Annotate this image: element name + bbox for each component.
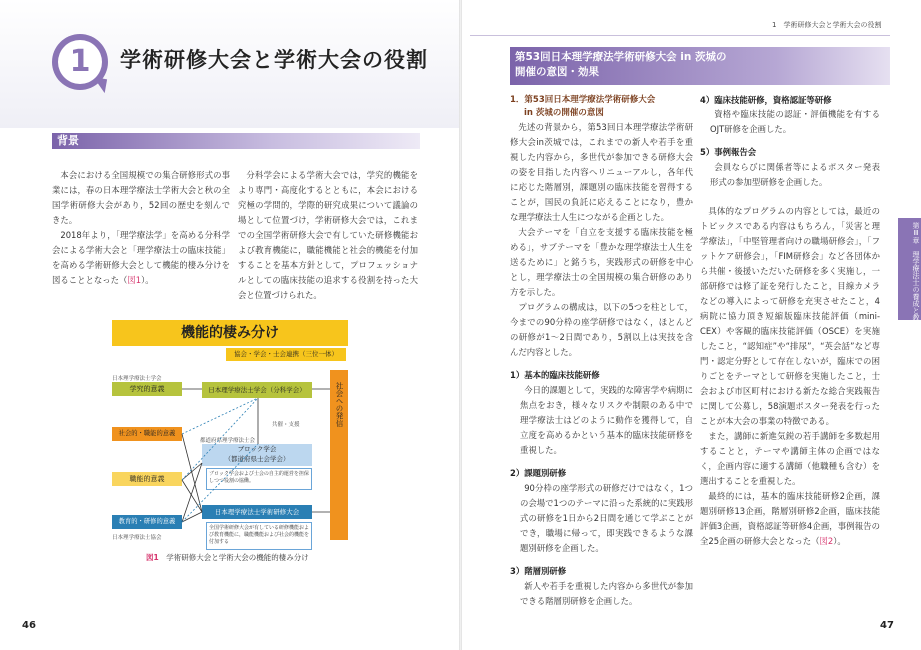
page-title: 学術研修大会と学術大会の役割 [120, 48, 428, 72]
right-column-2 [700, 94, 880, 549]
dashed-connector [182, 444, 258, 522]
assoc-label: 日本理学療法士協会 [112, 535, 162, 541]
paragraph [700, 489, 880, 549]
figure-connectors [108, 360, 348, 545]
paragraph-text: ）。 [833, 536, 846, 546]
paragraph: 分科学会による学術大会では，学究的機能をより専門・高度化するとともに，本会における究極の学問的，学際的研究成果について議論の場として位置づけ，学術研修大会では，これまでの全国学術研修大会で有していた研修機能および教育機能に，職能機能と社会的機能を付加することを基本方針として，プロフェッショナルとしての臨床技能の追求する役割を持った大会と位置づけられた。 [238, 170, 418, 300]
paragraph: また，講師に新進気鋭の若手講師を多数起用することと，テーマや講師主体の企画ではなく，企画内容に適する講師（他職種も含む）を選出することを重視した。 [700, 431, 880, 486]
academic-meaning-box: 学究的意義 [112, 382, 182, 396]
dashed-connector [182, 398, 258, 434]
left-column-1 [52, 168, 230, 288]
subsection-heading: 1．第53回日本理学療法学術研修大会 [510, 95, 656, 105]
section-title: 背景 [57, 134, 79, 147]
education-meaning-box: 教育的・研修的意義 [112, 515, 182, 529]
item-heading: 4）臨床技能研修，資格認証等研修 [700, 95, 832, 105]
block-society-note: ブロック学会および士会の自主的運営を担保しつつ役割の協働。 [206, 468, 312, 490]
paragraph [52, 228, 230, 288]
connector-line [182, 480, 202, 512]
figure-caption-text: 学術研修大会と学術大会の機能的棲み分け [166, 553, 309, 562]
seminar-note: 全国学術研修大会が有している研修機能および教育機能に，職能機能および社会的機能を付加する [206, 522, 312, 550]
item-body: 今日的課題として，実践的な障害学や病期に焦点をおき，様々なリスクや制限のある中で理学療法士はどのように動作を獲得して，自立度を高めるかという基本的臨床技能研修を重視した。 [520, 385, 693, 455]
chapter-side-tab-label: 第Ⅲ章 理学療法士の養成と教育 [912, 222, 920, 328]
seminar-box: 日本理学療法士学術研修大会 [202, 505, 312, 519]
item-heading: 3）階層別研修 [510, 566, 567, 576]
paragraph: 先述の背景から，第53回日本理学療法学術研修大会in茨城では，これまでの新人や若手を重視した内容から，多世代が参加できる研修大会の姿を目指した内容へリニューアルし，各年代に応じた階層別，課題別の臨床技能を習得することが，国民の負託に応えることになり，豊かな理学療法士人生につながる企画とした。 [510, 122, 693, 222]
running-head: 1 学術研修大会と学術大会の役割 [772, 21, 882, 29]
page-number-right: 47 [880, 620, 894, 631]
subsection-heading: in 茨城の開催の意図 [524, 108, 604, 118]
item-body: 会員ならびに関係者等によるポスター発表形式の参加型研修を企画した。 [710, 162, 880, 187]
item-body: 資格や臨床技能の認証・評価機能を有するOJT研修を企画した。 [710, 109, 880, 134]
left-column-2 [238, 168, 418, 303]
block-society-box: ブロック学会 （都道府県士会学会） [202, 444, 312, 466]
paragraph: 本会における全国規模での集合研修形式の事業には，春の日本理学療法士学術大会と秋の全国学術研修大会があり，52回の歴史を刻んできた。 [52, 170, 230, 225]
section-title-line: 第53回日本理学療法学術研修大会 in 茨城の [515, 51, 727, 63]
figure-caption [146, 552, 309, 563]
figure-subtitle: 協会・学会・士会連携（三位一体） [234, 350, 338, 358]
figure-title: 機能的棲み分け [181, 325, 279, 341]
paragraph: 大会テーマを「自立を支援する臨床技能を極める」，サブテーマを「豊かな理学療法士人生を送るために」と銘うち，実践形式の研修を中心とし，理学療法士の全国規模の集合研修のあり方を示した。 [510, 227, 693, 297]
right-column-1 [510, 94, 693, 609]
social-dev-label: 社会への発信 [335, 382, 344, 427]
chapter-number: 1 [69, 44, 91, 79]
section-title-right [515, 50, 727, 80]
pref-label: 都道府県理学療法士会 [200, 438, 256, 444]
figure-reference[interactable]: 図1 [127, 275, 142, 285]
jpta-label: 日本理学療法士学会 [112, 376, 162, 382]
section-header-bar [52, 133, 420, 149]
item-body: 90分枠の座学形式の研修だけではなく，1つの会場で1つのテーマに沿った系統的に実践形式の研修を1日から2日間を通じて学ぶことができ，職場に帰って，即実践できるような課題別研修を企画した。 [520, 483, 693, 553]
paragraph: 具体的なプログラムの内容としては，最近のトピックスである内容はもちろん，「災害と理学療法」，「中堅管理者向けの職場研修会」，「フットケア研修会」，「FIM研修会」など各団体から共催・後援いただいた研修を多く実施し，一部研修では修了証を発行したこと，目線カメラなどの導入によって研修を充実させたこと，4病院に協力頂き短縮版臨床技能評価（mini-CEX）や客観的臨床技能評価（OSCE）を実施したこと，“認知症”や“排尿”，“英会話”など専門・認定分野として存在しないが，臨床での困りごとをテーマとして研修を実施したこと，士会および市区町村における新たな総合実践報告に関して公募し，58演題ポスター発表を行ったことが本大会の事業の特徴である。 [700, 206, 880, 426]
dashed-connector [182, 398, 258, 480]
item-body: 新人や若手を重視した内容から多世代が参加できる階層別研修を企画した。 [520, 581, 693, 606]
social-meaning-box: 社会的・職能的意義 [112, 427, 182, 441]
item-heading: 5）事例報告会 [700, 147, 757, 157]
paragraph-text: 2018年より，「理学療法学」を高める分科学会による学術大会と「理学療法士の臨床技能」を高める学術研修大会として機能的棲み分けを図ることとなった（ [52, 230, 230, 285]
cosponsor-label: 共催・支援 [272, 422, 300, 428]
page-number-left: 46 [22, 620, 36, 631]
section-title-line: 開催の意図・効果 [515, 66, 599, 78]
paragraph-text: 最終的には，基本的臨床技能研修2企画，課題別研修13企画，階層別研修2企画，臨床技能評価3企画，資格認証等研修4企画，事例報告の全25企画の研修大会となった（ [700, 491, 880, 546]
item-heading: 1）基本的臨床技能研修 [510, 370, 600, 380]
academic-society-box: 日本理学療法士学会（分科学会） [202, 382, 312, 398]
paragraph-text: ）。 [141, 275, 154, 285]
function-meaning-box: 職能的意義 [112, 472, 182, 486]
running-head-rule [470, 35, 890, 36]
figure-caption-number: 図1 [146, 553, 159, 562]
figure-reference[interactable]: 図2 [819, 536, 834, 546]
item-heading: 2）課題別研修 [510, 468, 567, 478]
paragraph: プログラムの構成は，以下の5つを柱として，今までの90分枠の座学研修ではなく，ほとんどの研修が1～2日間であり，5割以上は実技を含んだ内容とした。 [510, 302, 693, 357]
spine-gutter [459, 0, 462, 650]
